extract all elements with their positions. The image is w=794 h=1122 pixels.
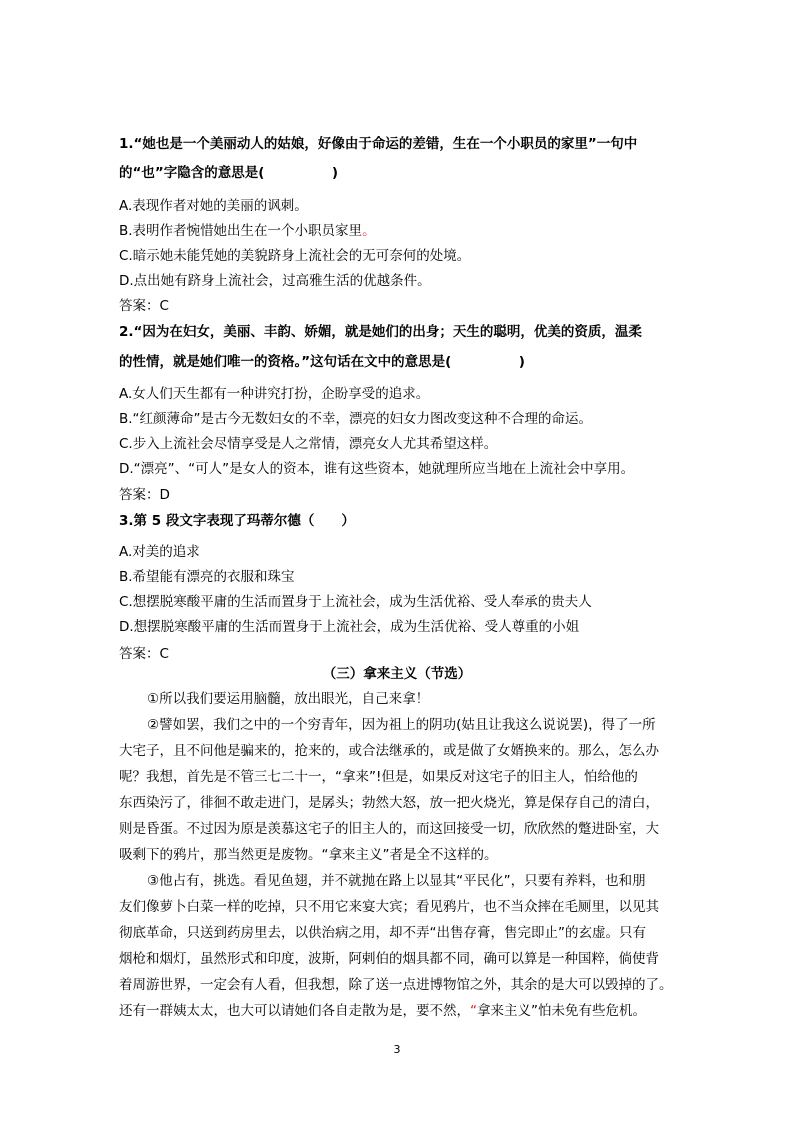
q1-option-c: C.暗示她未能凭她的美貌跻身上流社会的无可奈何的处境。 <box>119 248 471 264</box>
passage-p2-line: 大宅子，且不问他是骗来的，抢来的，或合法继承的，或是做了女婿换来的。那么，怎么办 <box>119 743 659 759</box>
passage-p2-line: ②譬如罢，我们之中的一个穷青年，因为祖上的阴功(姑且让我这么说说罢)，得了一所 <box>147 717 656 733</box>
passage-p3-last-after: 拿来主义”怕未免有些危机。 <box>477 1003 646 1019</box>
section-title: （三）拿来主义（节选） <box>322 666 472 682</box>
passage-p3-last-red-quote: “ <box>470 1003 477 1019</box>
q1-option-b <box>119 221 376 241</box>
q2-option-a: A.女人们天生都有一种讲究打扮，企盼享受的追求。 <box>119 386 430 402</box>
q3-option-a: A.对美的追求 <box>119 544 200 560</box>
q2-stem-line1: 2.“因为在妇女，美丽、丰韵、娇媚，就是她们的出身；天生的聪明，优美的资质，温柔 <box>119 324 642 340</box>
q2-option-b: B.“红颜薄命”是古今无数妇女的不幸，漂亮的妇女力图改变这种不合理的命运。 <box>119 411 593 427</box>
passage-p3-last-before: 还有一群姨太太，也大可以请她们各自走散为是，要不然， <box>119 1003 470 1019</box>
q2-answer: 答案：D <box>119 487 170 503</box>
passage-p3-line: 烟枪和烟灯，虽然形式和印度，波斯，阿剌伯的烟具都不同，确可以算是一种国粹，倘使背 <box>119 951 659 967</box>
passage-p3-last-line <box>119 1001 646 1021</box>
q2-stem-line2: 的性情，就是她们唯一的资格。”这句话在文中的意思是( ) <box>119 354 525 370</box>
passage-p2-line: 呢？我想，首先是不管三七二十一，“拿来”!但是，如果反对这宅子的旧主人，怕给他的 <box>119 769 638 785</box>
passage-p2-line: 吸剩下的鸦片，那当然更是废物。“拿来主义”者是全不这样的。 <box>119 847 498 863</box>
passage-p2-line: 东西染污了，徘徊不敢走进门，是孱头；勃然大怒，放一把火烧光，算是保存自己的清白， <box>119 795 659 811</box>
passage-p3-line: ③他占有，挑选。看见鱼翅，并不就抛在路上以显其“平民化”，只要有养料，也和朋 <box>147 873 646 889</box>
q1-answer: 答案：C <box>119 298 169 314</box>
q3-stem: 3.第 5 段文字表现了玛蒂尔德（ ） <box>119 513 355 529</box>
passage-p3-line: 彻底革命，只送到药房里去，以供治病之用，却不弄“出售存膏，售完即止”的玄虚。只有 <box>119 925 646 941</box>
q1-option-b-text: B.表明作者惋惜她出生在一个小职员家里 <box>119 223 363 239</box>
passage-p3-line: 着周游世界，一定会有人看，但我想，除了送一点进博物馆之外，其余的是大可以毁掉的了。 <box>119 977 673 993</box>
q2-option-c: C.步入上流社会尽情享受是人之常情，漂亮女人尤其希望这样。 <box>119 436 498 452</box>
q3-option-c: C.想摆脱寒酸平庸的生活而置身于上流社会，成为生活优裕、受人奉承的贵夫人 <box>119 594 592 610</box>
passage-p2-line: 则是昏蛋。不过因为原是羡慕这宅子的旧主人的，而这回接受一切，欣欣然的蹩进卧室，大 <box>119 821 659 837</box>
q3-option-b: B.希望能有漂亮的衣服和珠宝 <box>119 569 295 585</box>
q3-answer: 答案：C <box>119 646 169 662</box>
q3-option-d: D.想摆脱寒酸平庸的生活而置身于上流社会，成为生活优裕、受人尊重的小姐 <box>119 619 580 635</box>
q1-option-d: D.点出她有跻身上流社会，过高雅生活的优越条件。 <box>119 273 431 289</box>
q2-option-d: D.“漂亮”、“可人”是女人的资本，谁有这些资本，她就理所应当地在上流社会中享用。 <box>119 461 635 477</box>
passage-paragraph-1: ①所以我们要运用脑髓，放出眼光，自己来拿！ <box>147 691 430 707</box>
page-number: 3 <box>393 1043 401 1056</box>
q1-option-b-mark: 。 <box>362 223 376 239</box>
q1-stem-line1: 1.“她也是一个美丽动人的姑娘，好像由于命运的差错，生在一个小职员的家里”一句中 <box>119 136 638 152</box>
q1-stem-line2: 的“也”字隐含的意思是( ) <box>119 165 339 181</box>
passage-p3-line: 友们像萝卜白菜一样的吃掉，只不用它来宴大宾；看见鸦片，也不当众摔在毛厕里，以见其 <box>119 899 659 915</box>
q1-option-a: A.表现作者对她的美丽的讽刺。 <box>119 198 308 214</box>
